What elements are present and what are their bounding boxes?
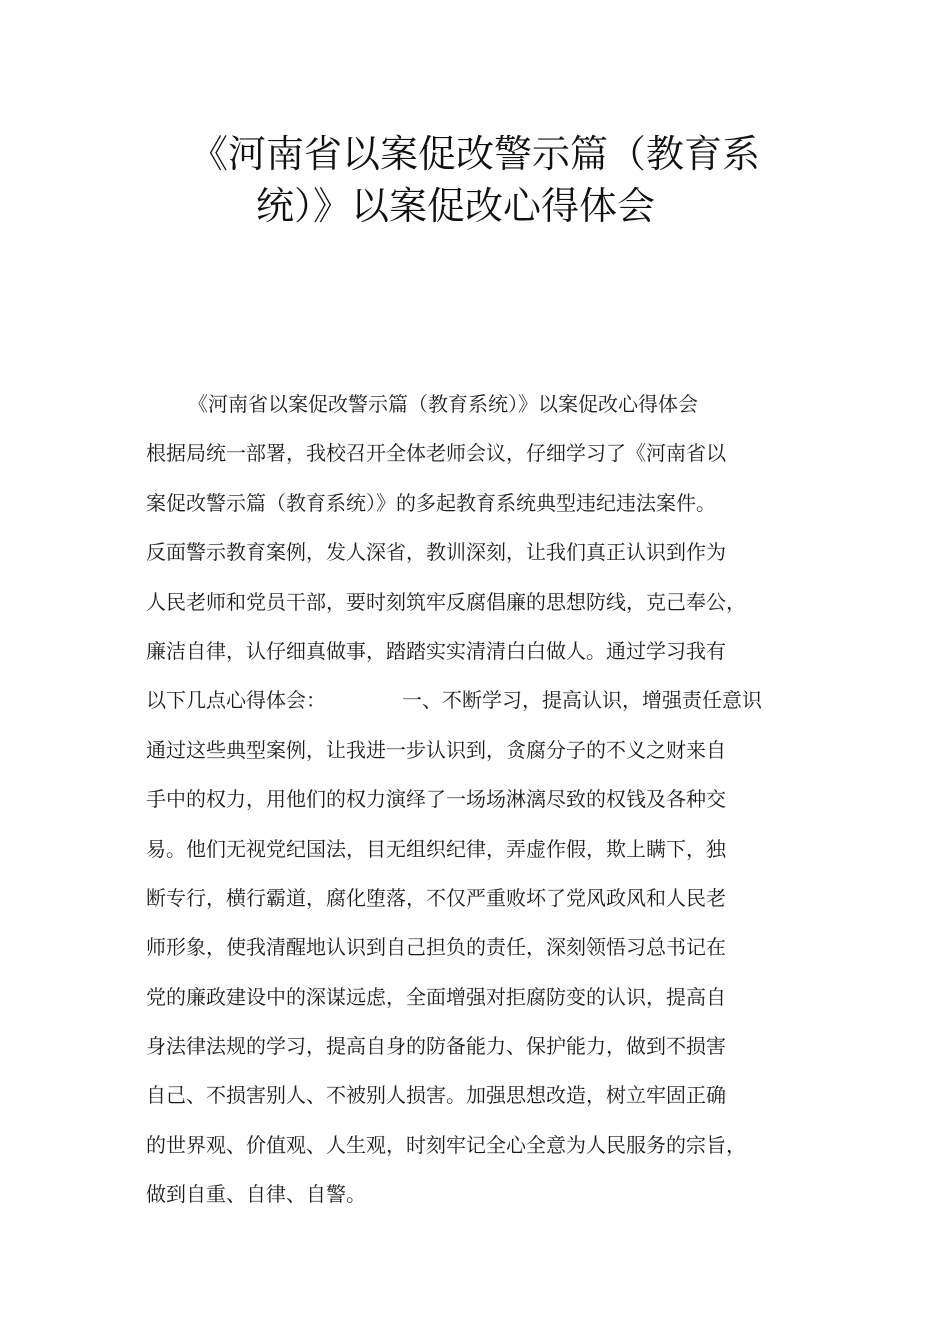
body-line: 《河南省以案促改警示篇（教育系统）》以案促改心得体会 [188, 392, 698, 416]
body-line: 通过这些典型案例，让我进一步认识到，贪腐分子的不义之财来自 [146, 737, 726, 762]
body-line: 断专行，横行霸道，腐化堕落，不仅严重败坏了党风政风和人民老 [146, 885, 726, 910]
body-line: 易。他们无视党纪国法，目无组织纪律，弄虚作假，欺上瞒下，独 [146, 836, 726, 861]
body-line: 案促改警示篇（教育系统）》的多起教育系统典型违纪违法案件。 [146, 490, 716, 515]
title-line-1: 《河南省以案促改警示篇（教育系 [190, 132, 761, 176]
title-line-2: 统）》以案促改心得体会 [256, 184, 656, 228]
body-line: 师形象，使我清醒地认识到自己担负的责任，深刻领悟习总书记在 [146, 935, 726, 960]
document-body [146, 380, 822, 1220]
body-line: 做到自重、自律、自警。 [146, 1182, 366, 1207]
body-line: 自己、不损害别人、不被别人损害。加强思想改造，树立牢固正确 [146, 1083, 726, 1108]
body-line: 反面警示教育案例，发人深省，教训深刻，让我们真正认识到作为 [146, 540, 726, 565]
body-line: 人民老师和党员干部，要时刻筑牢反腐倡廉的思想防线，克己奉公， [146, 589, 746, 614]
body-line-with-heading [146, 676, 822, 725]
body-line: 党的廉政建设中的深谋远虑，全面增强对拒腐防变的认识，提高自 [146, 984, 726, 1009]
body-line: 手中的权力，用他们的权力演绎了一场场淋漓尽致的权钱及各种交 [146, 787, 726, 812]
body-line: 的世界观、价值观、人生观，时刻牢记全心全意为人民服务的宗旨， [146, 1132, 746, 1157]
section-heading: 一、不断学习，提高认识，增强责任意识 [402, 688, 762, 713]
document-title [0, 128, 950, 232]
body-line-text: 以下几点心得体会： [146, 688, 326, 713]
body-line: 根据局统一部署，我校召开全体老师会议，仔细学习了《河南省以 [146, 441, 726, 466]
body-line: 廉洁自律，认仔细真做事，踏踏实实清清白白做人。通过学习我有 [146, 638, 726, 663]
body-line: 身法律法规的学习，提高自身的防备能力、保护能力，做到不损害 [146, 1034, 726, 1059]
